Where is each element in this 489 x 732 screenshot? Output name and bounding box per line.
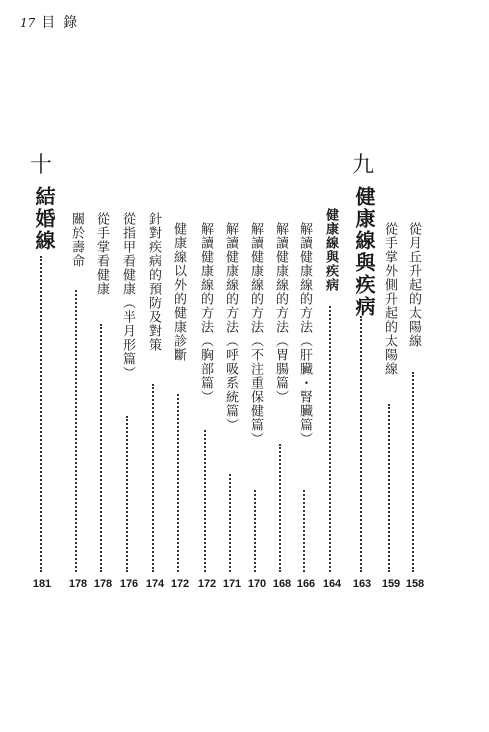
- toc-entry[interactable]: [405, 0, 425, 600]
- entry-page: 172: [197, 578, 217, 590]
- entry-title: 解讀健康線的方法（胃腸篇）: [273, 222, 288, 404]
- chapter-title: 健康線與疾病: [352, 186, 376, 318]
- leader-dots: [279, 444, 281, 572]
- page-title: 目錄: [41, 15, 86, 31]
- entry-title: 從手掌外側升起的太陽線: [382, 222, 397, 376]
- leader-dots: [40, 256, 42, 572]
- leader-dots: [303, 490, 305, 572]
- toc-entry[interactable]: [247, 0, 267, 600]
- toc-entry[interactable]: [197, 0, 217, 600]
- entry-title: 健康線與疾病: [323, 208, 338, 292]
- entry-title: 從手掌看健康: [94, 212, 109, 296]
- entry-page: 166: [296, 578, 316, 590]
- entry-title: 解讀健康線的方法（呼吸系統篇）: [223, 222, 238, 432]
- entry-page: 163: [352, 578, 372, 590]
- entry-title: 解讀健康線的方法（不注重保健篇）: [248, 222, 263, 446]
- toc-entry[interactable]: [272, 0, 292, 600]
- entry-title: 健康線以外的健康診斷: [171, 222, 186, 362]
- chapter-entry[interactable]: [30, 0, 54, 600]
- entry-page: 158: [405, 578, 425, 590]
- entry-page: 168: [272, 578, 292, 590]
- leader-dots: [388, 404, 390, 572]
- leader-dots: [177, 394, 179, 572]
- leader-dots: [229, 474, 231, 572]
- toc-entry[interactable]: [93, 0, 113, 600]
- entry-title: 針對疾病的預防及對策: [146, 212, 161, 352]
- leader-dots: [412, 372, 414, 572]
- toc-entry[interactable]: [145, 0, 165, 600]
- toc-entry[interactable]: [381, 0, 401, 600]
- entry-title: 從月丘升起的太陽線: [406, 222, 421, 348]
- leader-dots: [100, 324, 102, 572]
- entry-title: 從指甲看健康（半月形篇）: [120, 212, 135, 380]
- entry-page: 174: [145, 578, 165, 590]
- chapter-number: 九: [352, 153, 375, 178]
- entry-title: 解讀健康線的方法（胸部篇）: [198, 222, 213, 404]
- leader-dots: [329, 306, 331, 572]
- entry-page: 159: [381, 578, 401, 590]
- entry-page: 176: [119, 578, 139, 590]
- leader-dots: [75, 290, 77, 572]
- toc-entry[interactable]: [119, 0, 139, 600]
- entry-title: 關於壽命: [69, 212, 84, 268]
- chapter-entry[interactable]: [350, 0, 374, 600]
- chapter-title: 結婚線: [32, 186, 56, 252]
- entry-page: 170: [247, 578, 267, 590]
- leader-dots: [204, 430, 206, 572]
- leader-dots: [152, 384, 154, 572]
- page-number: 17: [20, 16, 36, 30]
- leader-dots: [126, 416, 128, 572]
- entry-page: 181: [32, 578, 52, 590]
- toc-entry[interactable]: [322, 0, 342, 600]
- entry-page: 178: [68, 578, 88, 590]
- chapter-number: 十: [30, 153, 53, 178]
- leader-dots: [254, 490, 256, 572]
- entry-page: 164: [322, 578, 342, 590]
- entry-title: 解讀健康線的方法（肝臟・腎臟篇）: [297, 222, 312, 446]
- entry-page: 171: [222, 578, 242, 590]
- leader-dots: [360, 316, 362, 572]
- toc-entry[interactable]: [222, 0, 242, 600]
- entry-page: 178: [93, 578, 113, 590]
- toc-entry[interactable]: [68, 0, 88, 600]
- toc-entry[interactable]: [296, 0, 316, 600]
- entry-page: 172: [170, 578, 190, 590]
- toc-entry[interactable]: [170, 0, 190, 600]
